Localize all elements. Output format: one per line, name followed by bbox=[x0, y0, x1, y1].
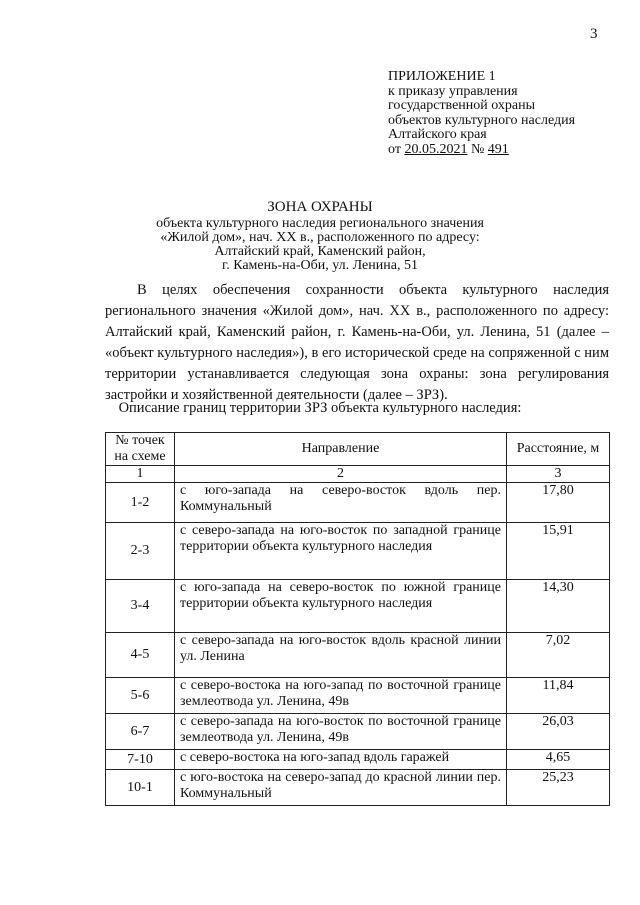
cell-points: 1-2 bbox=[106, 483, 175, 523]
cell-distance: 25,23 bbox=[507, 770, 610, 806]
zone-heading-line: «Жилой дом», нач. XX в., расположенного по адресу: bbox=[160, 230, 480, 245]
cell-direction: с северо-запада на юго-восток вдоль красной линии ул. Ленина bbox=[175, 633, 507, 678]
zone-heading-title: ЗОНА ОХРАНЫ bbox=[267, 199, 373, 215]
zone-heading-line: г. Камень-на-Оби, ул. Ленина, 51 bbox=[222, 258, 418, 273]
order-number: 491 bbox=[487, 141, 509, 157]
appendix-line: государственной охраны bbox=[388, 98, 536, 113]
boundary-table bbox=[105, 432, 610, 806]
cell-direction: с юго-востока на северо-запад до красной линии пер. Коммунальный bbox=[175, 770, 507, 806]
cell-points: 4-5 bbox=[106, 633, 175, 678]
table-row bbox=[106, 483, 610, 523]
appendix-block bbox=[388, 70, 575, 157]
appendix-line: к приказу управления bbox=[388, 83, 518, 99]
cell-distance: 4,65 bbox=[507, 750, 610, 770]
header-points: № точек на схеме bbox=[106, 433, 175, 466]
column-number: 2 bbox=[175, 466, 507, 483]
cell-direction: с северо-востока на юго-запад по восточной границе землеотвода ул. Ленина, 49в bbox=[175, 678, 507, 714]
page-number: 3 bbox=[590, 26, 598, 42]
cell-points: 3-4 bbox=[106, 580, 175, 633]
cell-points: 7-10 bbox=[106, 750, 175, 770]
cell-points: 6-7 bbox=[106, 714, 175, 750]
table-caption: Описание границ территории ЗРЗ объекта культурного наследия: bbox=[118, 400, 522, 416]
order-date: 20.05.2021 bbox=[404, 141, 468, 157]
table-header-row bbox=[106, 433, 610, 466]
cell-direction: с северо-востока на юго-запад вдоль гаражей bbox=[175, 750, 507, 770]
appendix-line: объектов культурного наследия bbox=[388, 112, 576, 128]
table-row bbox=[106, 714, 610, 750]
zone-heading bbox=[0, 200, 640, 273]
table-row bbox=[106, 580, 610, 633]
intro-paragraph-text: В целях обеспечения сохранности объекта культурного наследия регионального значения «Жилой дом», нач. XX в., расположенного по адресу: Алтайский край, Каменский район, г. Камень-на-Оби, ул. Ленина, 51 (далее – «объект культурного наследия»), в его исторической среде на сопряженной с ним территории устанавливается следующая зона охраны: зона регулирования застройки и хозяйственной деятельности (далее – ЗРЗ). bbox=[105, 282, 609, 403]
cell-direction: с северо-запада на юго-восток по западной границе территории объекта культурного наследия bbox=[175, 523, 507, 580]
header-direction: Направление bbox=[175, 433, 507, 466]
column-number: 1 bbox=[106, 466, 175, 483]
zone-heading-line: объекта культурного наследия регионального значения bbox=[156, 216, 484, 231]
cell-direction: с юго-запада на северо-восток по южной границе территории объекта культурного наследия bbox=[175, 580, 507, 633]
date-prefix: от bbox=[388, 141, 401, 157]
cell-points: 2-3 bbox=[106, 523, 175, 580]
cell-direction: с юго-запада на северо-восток вдоль пер. Коммунальный bbox=[175, 483, 507, 523]
intro-paragraph bbox=[105, 280, 609, 406]
cell-distance: 11,84 bbox=[507, 678, 610, 714]
column-number-row bbox=[106, 466, 610, 483]
header-distance: Расстояние, м bbox=[507, 433, 610, 466]
table-row bbox=[106, 633, 610, 678]
table-row bbox=[106, 678, 610, 714]
appendix-line: Алтайского края bbox=[388, 127, 487, 142]
cell-direction: с северо-запада на юго-восток по восточной границе землеотвода ул. Ленина, 49в bbox=[175, 714, 507, 750]
cell-distance: 14,30 bbox=[507, 580, 610, 633]
number-prefix: № bbox=[470, 141, 485, 157]
cell-distance: 15,91 bbox=[507, 523, 610, 580]
cell-distance: 7,02 bbox=[507, 633, 610, 678]
zone-heading-line: Алтайский край, Каменский район, bbox=[214, 244, 426, 259]
cell-points: 5-6 bbox=[106, 678, 175, 714]
table-row bbox=[106, 523, 610, 580]
cell-distance: 17,80 bbox=[507, 483, 610, 523]
appendix-title: ПРИЛОЖЕНИЕ 1 bbox=[388, 69, 496, 84]
table-row bbox=[106, 770, 610, 806]
appendix-order-line bbox=[388, 143, 575, 158]
table-row bbox=[106, 750, 610, 770]
cell-distance: 26,03 bbox=[507, 714, 610, 750]
cell-points: 10-1 bbox=[106, 770, 175, 806]
column-number: 3 bbox=[507, 466, 610, 483]
